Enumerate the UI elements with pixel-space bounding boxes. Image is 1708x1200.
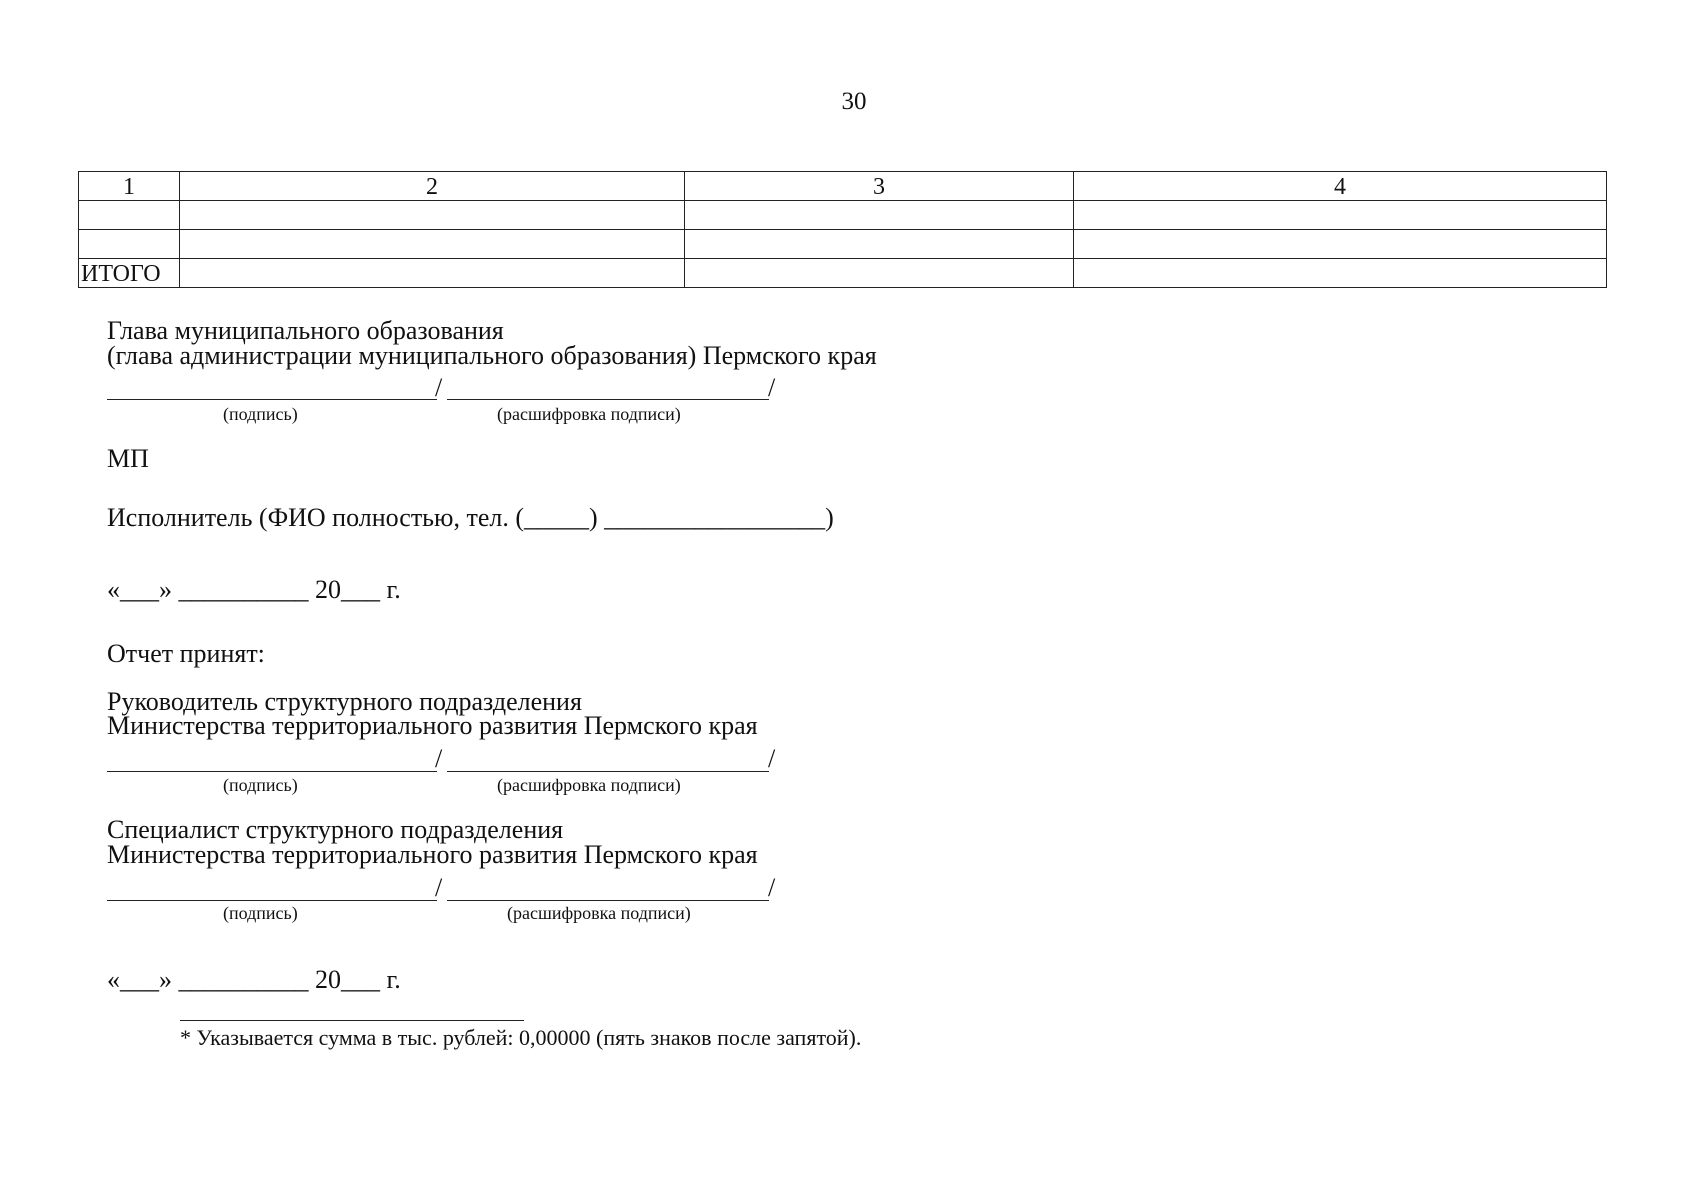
transcript-caption: (расшифровка подписи) [507,903,691,923]
table-header-cell: 1 [79,172,180,201]
signature-caption: (подпись) [223,404,298,424]
table-cell [79,230,180,259]
signature-slash-end: / [768,744,776,773]
structural-head-title-line2: Министерства территориального развития Пермского края [107,711,758,740]
transcript-caption: (расшифровка подписи) [497,775,681,795]
executor-line: Исполнитель (ФИО полностью, тел. (_____) _________________) [107,503,834,532]
page-number: 30 [841,88,867,115]
footnote-text: * Указывается сумма в тыс. рублей: 0,00000 (пять знаков после запятой). [180,1025,862,1050]
table-cell [1074,230,1607,259]
signature-line[interactable] [107,399,437,400]
signature-line[interactable] [107,900,437,901]
signature-slash: / [435,873,443,902]
table-total-row [79,259,1607,288]
table-row [79,230,1607,259]
signature-line[interactable] [107,771,437,772]
table-header-cell: 3 [685,172,1074,201]
table-cell [685,259,1074,288]
report-table [78,171,1607,288]
table-total-label: ИТОГО [79,259,180,288]
date-line: «___» __________ 20___ г. [107,965,401,994]
table-row [79,201,1607,230]
signature-slash-end: / [768,373,776,402]
signature-slash: / [435,373,443,402]
signature-caption: (подпись) [223,775,298,795]
table-cell [1074,201,1607,230]
table-cell [180,259,685,288]
stamp-label: МП [107,444,149,473]
transcript-line[interactable] [447,771,769,772]
transcript-line[interactable] [447,900,769,901]
signature-caption: (подпись) [223,903,298,923]
table-cell [79,201,180,230]
structural-head-title-line1: Руководитель структурного подразделения [107,687,582,716]
specialist-title-line1: Специалист структурного подразделения [107,815,564,844]
table-cell [180,201,685,230]
report-accepted-label: Отчет принят: [107,639,265,668]
head-title-line1: Глава муниципального образования [107,316,504,345]
date-line: «___» __________ 20___ г. [107,575,401,604]
transcript-line[interactable] [447,399,769,400]
table-cell [180,230,685,259]
table-header-row [79,172,1607,201]
table-header-cell: 2 [180,172,685,201]
table-cell [685,201,1074,230]
signature-slash-end: / [768,873,776,902]
specialist-title-line2: Министерства территориального развития Пермского края [107,840,758,869]
table-cell [1074,259,1607,288]
table-cell [685,230,1074,259]
transcript-caption: (расшифровка подписи) [497,404,681,424]
table-header-cell: 4 [1074,172,1607,201]
footnote-divider [180,1020,524,1021]
head-title-line2: (глава администрации муниципального образования) Пермского края [107,341,877,370]
signature-slash: / [435,744,443,773]
